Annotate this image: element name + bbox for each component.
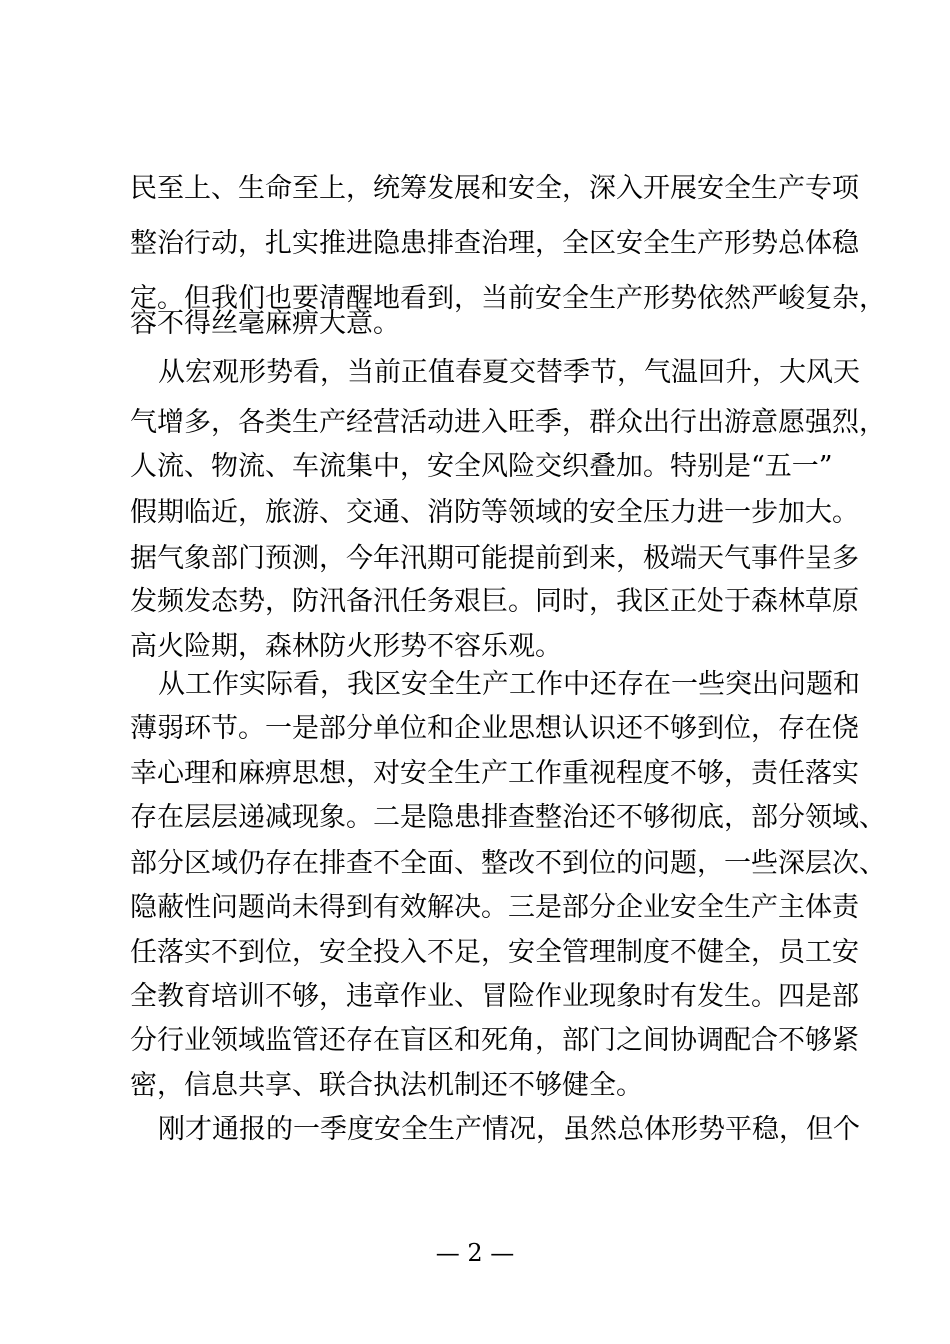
- text-line: 发频发态势，防汛备汛任务艰巨。同时，我区正处于森林草原: [130, 586, 859, 617]
- text-line: 假期临近，旅游、交通、消防等领域的安全压力进一步加大。: [130, 497, 859, 528]
- text-line: 民至上、生命至上，统筹发展和安全，深入开展安全生产专项: [130, 173, 859, 204]
- paragraph-first-line: 从工作实际看，我区安全生产工作中还存在一些突出问题和: [158, 669, 860, 700]
- text-line: 薄弱环节。一是部分单位和企业思想认识还不够到位，存在侥: [130, 713, 859, 744]
- text-line: 隐蔽性问题尚未得到有效解决。三是部分企业安全生产主体责: [130, 892, 859, 923]
- text-line: 气增多，各类生产经营活动进入旺季，群众出行出游意愿强烈，: [130, 407, 886, 438]
- paragraph-first-line: 从宏观形势看，当前正值春夏交替季节，气温回升，大风天: [158, 357, 860, 388]
- paragraph-first-line: 刚才通报的一季度安全生产情况，虽然总体形势平稳，但个: [158, 1114, 860, 1145]
- text-line: 整治行动，扎实推进隐患排查治理，全区安全生产形势总体稳: [130, 228, 859, 259]
- text-line: 高火险期，森林防火形势不容乐观。: [130, 631, 562, 662]
- page-number: — 2 —: [435, 1239, 515, 1267]
- text-line: 存在层层递减现象。二是隐患排查整治还不够彻底，部分领域、: [130, 802, 886, 833]
- text-line: 全教育培训不够，违章作业、冒险作业现象时有发生。四是部: [130, 981, 859, 1012]
- text-line: 分行业领域监管还存在盲区和死角，部门之间协调配合不够紧: [130, 1025, 859, 1056]
- text-line: 人流、物流、车流集中，安全风险交织叠加。特别是“五一”: [130, 451, 833, 482]
- text-line: 密，信息共享、联合执法机制还不够健全。: [130, 1070, 643, 1101]
- text-line: 据气象部门预测，今年汛期可能提前到来，极端天气事件呈多: [130, 543, 859, 574]
- text-line: 幸心理和麻痹思想，对安全生产工作重视程度不够，责任落实: [130, 758, 859, 789]
- text-line: 任落实不到位，安全投入不足，安全管理制度不健全，员工安: [130, 937, 859, 968]
- text-line: 容不得丝毫麻痹大意。: [130, 308, 400, 339]
- text-line: 定。但我们也要清醒地看到，当前安全生产形势依然严峻复杂，: [130, 283, 886, 314]
- text-line: 部分区域仍存在排查不全面、整改不到位的问题，一些深层次、: [130, 848, 886, 879]
